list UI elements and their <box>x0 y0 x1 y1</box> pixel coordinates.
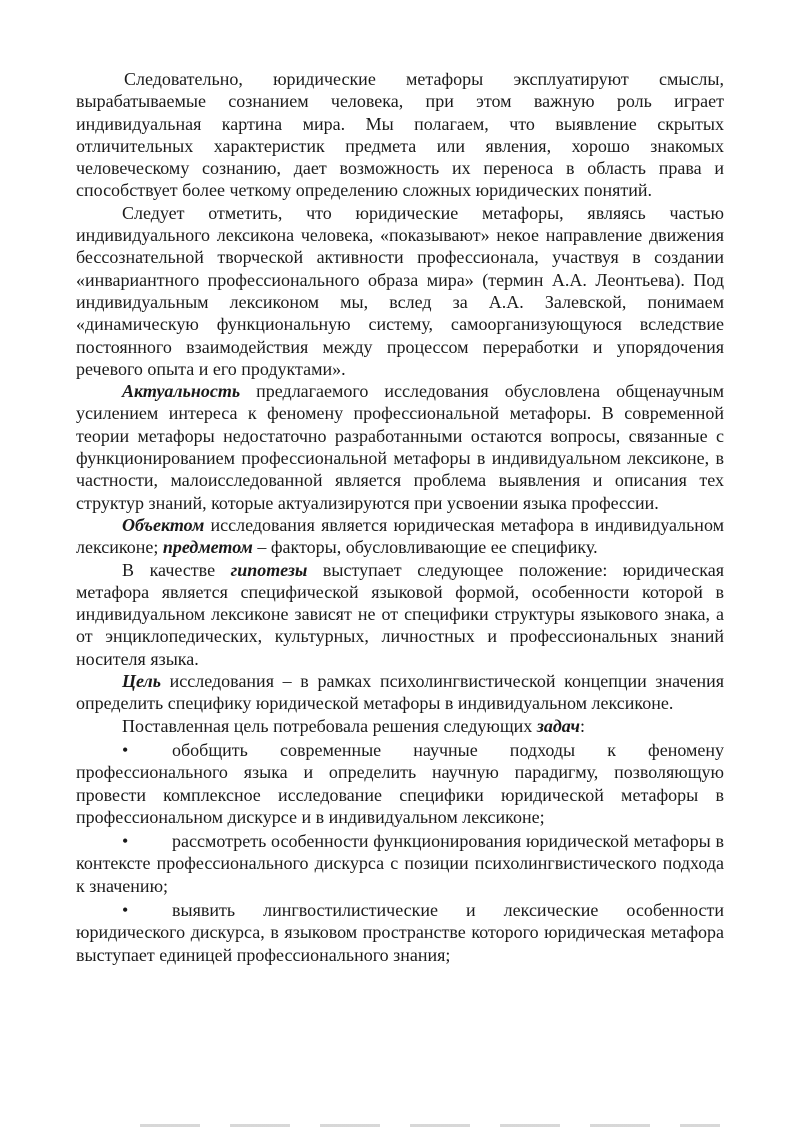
page-bottom-artifact <box>140 1124 720 1127</box>
paragraph-object-subject: Объектом исследования является юридическая метафора в индивидуальном лексиконе; предметом – факторы, обусловливающие ее специфику. <box>76 514 724 558</box>
term-subject: предметом <box>162 537 253 558</box>
term-relevance: Актуальность <box>122 381 241 402</box>
paragraph-lexicon: Следует отметить, что юридические метафоры, являясь частью индивидуального лексикона человека, «показывают» некое направление движения бессознательной творческой активности профессионала, участвуя в создании «инвариантного профессионального образа мира» (термин А.А. Леонтьева). Под индивидуальным лексиконом мы, вслед за А.А. Залевской, понимаем «динамическую функциональную систему, самоорганизующуюся вследствие постоянного взаимодействия между процессом переработки и упорядочения речевого опыта и его продуктами». <box>76 202 724 379</box>
paragraph-goal: Цель исследования – в рамках психолингвистической концепции значения определить специфику юридической метафоры в индивидуальном лексиконе. <box>76 671 724 714</box>
term-goal: Цель <box>122 671 162 692</box>
paragraph-hypothesis: В качестве гипотезы выступает следующее положение: юридическая метафора является специфической языковой формой, особенности которой в индивидуальном лексиконе зависят не от специфики структуры языкового знака, а от энциклопедических, культурных, личностных и профессиональных знаний носителя языка. <box>76 559 724 669</box>
list-item: • рассмотреть особенности функционирования юридической метафоры в контексте профессионального дискурса с позиции психолингвистического подхода к значению; <box>76 831 724 896</box>
paragraph-relevance: Актуальность предлагаемого исследования обусловлена общенаучным усилением интереса к феномену профессиональной метафоры. В современной теории метафоры недостаточно разработанными остаются вопросы, связанные с функционированием профессиональной метафоры в индивидуальном лексиконе, в частности, малоисследованной является проблема выявления и описания тех структур знаний, которые актуализируются при усвоении языка профессии. <box>76 381 724 513</box>
paragraph-consequence: Следовательно, юридические метафоры эксплуатируют смыслы, вырабатываемые сознанием человека, при этом важную роль играет индивидуальная картина мира. Мы полагаем, что выявление скрытых отличительных характеристик предмета или явления, хорошо знакомых человеческому сознанию, дает возможность их переноса в область права и способствует более четкому определению сложных юридических понятий. <box>76 69 724 201</box>
paragraph-tasks-intro: Поставленная цель потребовала решения следующих задач: <box>122 715 585 736</box>
bullet-icon: • <box>122 831 129 852</box>
bullet-icon: • <box>122 739 129 760</box>
term-hypothesis: гипотезы <box>230 559 308 580</box>
document-page <box>76 68 724 966</box>
bullet-icon: • <box>122 899 129 920</box>
list-item: • обобщить современные научные подходы к феномену профессионального языка и определить научную парадигму, позволяющую провести комплексное исследование специфики юридической метафоры в профессиональном дискурсе и в индивидуальном лексиконе; <box>76 739 724 827</box>
list-item: • выявить лингвостилистические и лексические особенности юридического дискурса, в языковом пространстве которого юридическая метафора выступает единицей профессионального знания; <box>76 899 724 965</box>
term-tasks: задач <box>536 715 580 736</box>
term-object: Объектом <box>122 514 205 535</box>
